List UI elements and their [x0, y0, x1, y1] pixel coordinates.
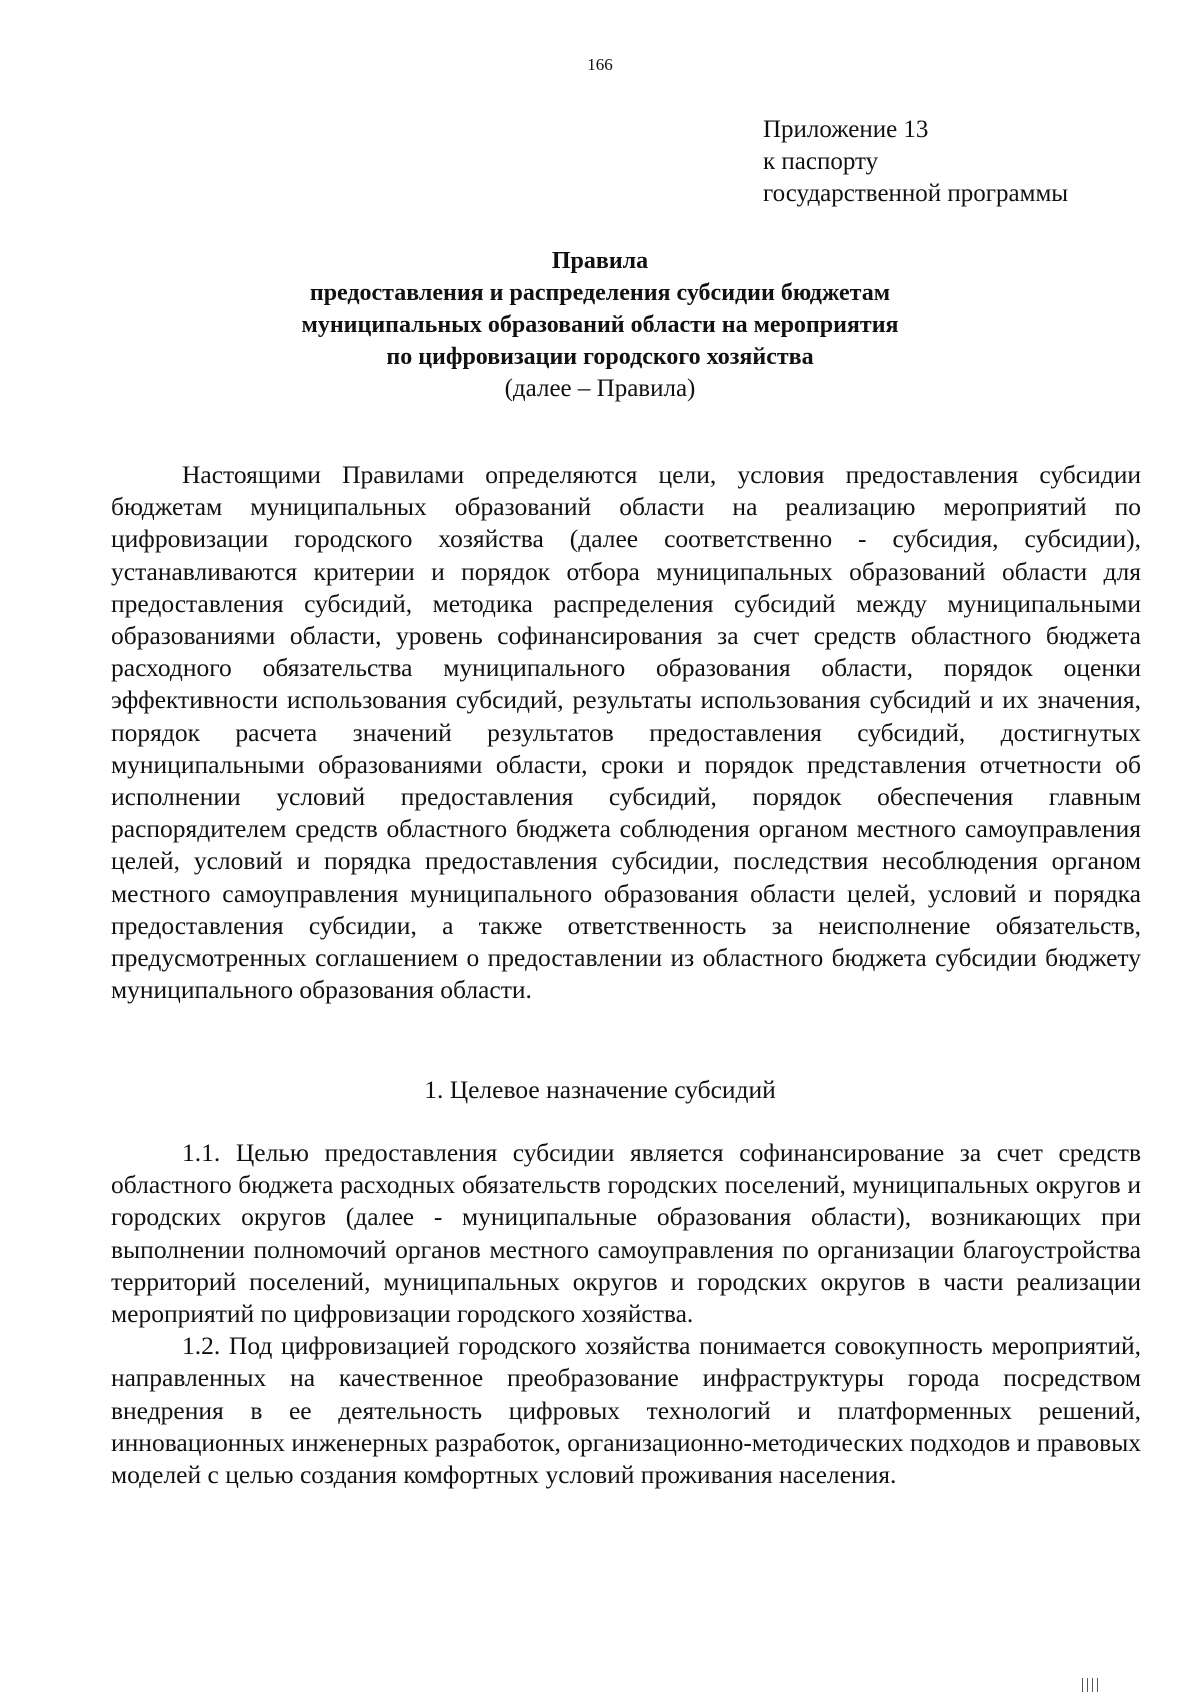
document-title [0, 245, 1200, 405]
appendix-line: Приложение 13 [763, 116, 929, 143]
section-1-body [111, 1137, 1141, 1491]
paragraph-1-2: 1.2. Под цифровизацией городского хозяйства понимается совокупность мероприятий, направленных на качественное преобразование инфраструктуры города посредством внедрения в ее деятельность цифровых технологий и платформенных решений, инновационных инженерных разработок, организационно-методических подходов и правовых моделей с целью создания комфортных условий проживания населения. [111, 1331, 1141, 1490]
title-line: по цифровизации городского хозяйства [386, 344, 814, 370]
intro-paragraph: Настоящими Правилами определяются цели, условия предоставления субсидии бюджетам муниципальных образований области на реализацию мероприятий по цифровизации городского хозяйства (далее соответственно - субсидия, субсидии), устанавливаются критерии и порядок отбора муниципальных образований области для предоставления субсидий, методика распределения субсидий между муниципальными образованиями области, уровень софинансирования за счет средств областного бюджета расходного обязательства муниципального образования области, порядок оценки эффективности использования субсидий, результаты использования субсидий и их значения, порядок расчета значений результатов предоставления субсидий, достигнутых муниципальными образованиями области, сроки и порядок представления отчетности об исполнении условий предоставления субсидий, порядок обеспечения главным распорядителем средств областного бюджета соблюдения органом местного самоуправления целей, условий и порядка предоставления субсидии, последствия несоблюдения органом местного самоуправления муниципального образования области целей, условий и порядка предоставления субсидии, а также ответственность за неисполнение обязательств, предусмотренных соглашением о предоставлении из областного бюджета субсидии бюджету муниципального образования области. [111, 460, 1141, 1005]
appendix-note [763, 114, 1183, 210]
section-heading: 1. Целевое назначение субсидий [424, 1075, 776, 1104]
intro-section [111, 459, 1141, 1006]
title-line: предоставления и распределения субсидии бюджетам [309, 280, 891, 306]
title-line: Правила [551, 248, 649, 274]
title-subtitle: (далее – Правила) [504, 375, 696, 402]
scan-artifact [1082, 1678, 1108, 1692]
appendix-line: к паспорту [763, 148, 879, 175]
appendix-line: государственной программы [763, 180, 1069, 207]
paragraph-1-1: 1.1. Целью предоставления субсидии является софинансирование за счет средств областного бюджета расходных обязательств городских поселений, муниципальных округов и городских округов (далее - муниципальные образования области), возникающих при выполнении полномочий органов местного самоуправления по организации благоустройства территорий поселений, муниципальных округов и городских округов в части реализации мероприятий по цифровизации городского хозяйства. [111, 1138, 1141, 1329]
page-number: 166 [587, 55, 613, 74]
title-line: муниципальных образований области на мероприятия [301, 312, 899, 338]
